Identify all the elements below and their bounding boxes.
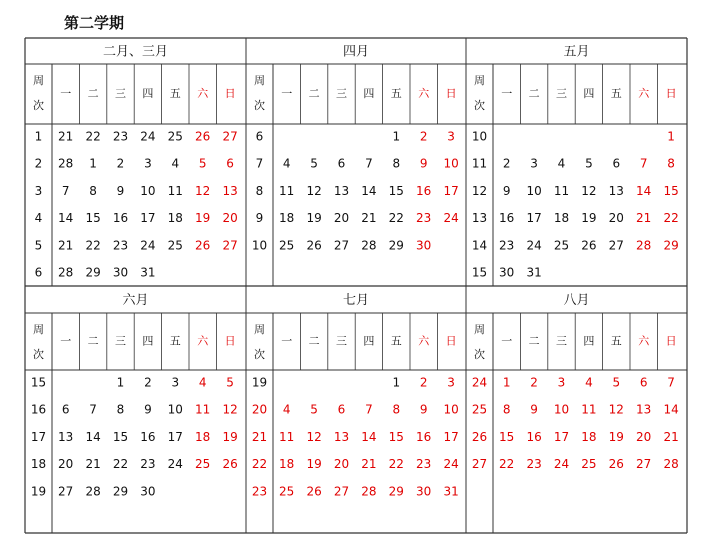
week-label: 周 — [33, 323, 44, 336]
week-number: 26 — [471, 429, 488, 444]
week-label: 周 — [474, 323, 485, 336]
day-cell: 14 — [636, 183, 652, 198]
day-cell: 9 — [502, 183, 511, 198]
day-cell: 18 — [195, 429, 211, 444]
weekday-header: 一 — [281, 87, 293, 100]
day-cell: 19 — [195, 211, 211, 226]
day-cell: 3 — [530, 156, 538, 171]
day-cell: 28 — [361, 484, 377, 499]
day-cell: 4 — [557, 156, 566, 171]
weekday-header: 二 — [87, 334, 99, 348]
day-cell: 18 — [279, 457, 295, 472]
day-cell: 27 — [222, 238, 238, 253]
month-title: 八月 — [563, 293, 590, 308]
day-cell: 15 — [663, 183, 679, 198]
weekday-header: 五 — [390, 87, 402, 100]
weekday-header: 五 — [169, 87, 181, 100]
day-cell: 29 — [112, 484, 129, 499]
day-cell: 28 — [85, 484, 101, 499]
day-cell: 24 — [140, 238, 156, 253]
week-number: 17 — [30, 429, 47, 444]
day-cell: 27 — [58, 484, 74, 499]
day-cell: 23 — [140, 457, 156, 472]
day-cell: 10 — [167, 402, 183, 417]
day-cell: 31 — [140, 265, 156, 280]
week-label: 次 — [254, 348, 265, 361]
weekday-header: 五 — [610, 334, 622, 348]
weekday-header: 五 — [390, 334, 402, 348]
week-label: 次 — [254, 99, 265, 112]
weekday-header: 日 — [445, 87, 457, 100]
week-number: 2 — [34, 156, 43, 171]
week-number: 19 — [251, 375, 268, 390]
day-cell: 11 — [279, 429, 295, 444]
day-cell: 8 — [667, 156, 675, 171]
day-cell: 12 — [581, 183, 597, 198]
week-number: 13 — [471, 211, 488, 226]
day-cell: 3 — [557, 375, 566, 390]
day-cell: 22 — [388, 211, 404, 226]
week-number: 8 — [255, 183, 264, 198]
day-cell: 16 — [112, 211, 129, 226]
day-cell: 23 — [112, 238, 129, 253]
day-cell: 24 — [167, 457, 183, 472]
day-cell: 2 — [419, 129, 428, 144]
day-cell: 30 — [499, 265, 515, 280]
day-cell: 5 — [310, 402, 318, 417]
day-cell: 30 — [416, 484, 432, 499]
day-cell: 8 — [502, 402, 511, 417]
week-number: 10 — [471, 129, 488, 144]
week-number: 11 — [471, 156, 488, 171]
weekday-header: 二 — [528, 87, 540, 100]
week-number: 7 — [255, 156, 264, 171]
day-cell: 18 — [167, 211, 183, 226]
day-cell: 15 — [85, 211, 101, 226]
weekday-header: 日 — [665, 334, 677, 348]
day-cell: 14 — [663, 402, 679, 417]
day-cell: 27 — [333, 484, 350, 499]
day-cell: 8 — [116, 402, 125, 417]
day-cell: 3 — [447, 129, 455, 144]
day-cell: 26 — [306, 484, 322, 499]
weekday-header: 五 — [169, 334, 181, 348]
day-cell: 2 — [144, 375, 152, 390]
day-cell: 14 — [85, 429, 101, 444]
day-cell: 20 — [333, 457, 350, 472]
weekday-header: 六 — [638, 87, 650, 100]
weekday-header: 三 — [556, 87, 567, 100]
day-cell: 23 — [499, 238, 515, 253]
day-cell: 27 — [608, 238, 624, 253]
day-cell: 2 — [116, 156, 125, 171]
day-cell: 18 — [553, 211, 570, 226]
day-cell: 7 — [89, 402, 97, 417]
month-title: 六月 — [122, 293, 149, 308]
weekday-header: 六 — [197, 87, 209, 100]
day-cell: 16 — [416, 429, 432, 444]
week-number: 20 — [251, 402, 268, 417]
day-cell: 29 — [663, 238, 679, 253]
day-cell: 21 — [58, 129, 74, 144]
day-cell: 30 — [416, 238, 432, 253]
weekday-header: 二 — [87, 87, 99, 100]
day-cell: 25 — [167, 129, 183, 144]
day-cell: 28 — [636, 238, 652, 253]
day-cell: 22 — [112, 457, 129, 472]
day-cell: 7 — [61, 183, 70, 198]
weekday-header: 日 — [224, 87, 236, 100]
weekday-header: 一 — [60, 87, 72, 100]
day-cell: 24 — [443, 211, 459, 226]
day-cell: 21 — [85, 457, 101, 472]
weekday-header: 四 — [142, 87, 154, 100]
weekday-header: 三 — [556, 334, 567, 348]
day-cell: 21 — [58, 238, 74, 253]
week-number: 3 — [34, 183, 43, 198]
page-title: 第二学期 — [64, 14, 125, 32]
weekday-header: 四 — [142, 334, 154, 348]
weekday-header: 六 — [418, 334, 430, 348]
day-cell: 10 — [443, 402, 459, 417]
day-cell: 13 — [608, 183, 624, 198]
weekday-header: 日 — [224, 334, 236, 348]
weekday-header: 一 — [281, 334, 293, 348]
week-number: 22 — [251, 457, 268, 472]
day-cell: 10 — [443, 156, 459, 171]
weekday-header: 一 — [501, 334, 513, 348]
day-cell: 4 — [282, 402, 291, 417]
day-cell: 29 — [85, 265, 101, 280]
day-cell: 6 — [337, 156, 346, 171]
day-cell: 20 — [608, 211, 624, 226]
month-title: 七月 — [342, 293, 370, 308]
day-cell: 28 — [58, 265, 74, 280]
day-cell: 22 — [663, 211, 679, 226]
day-cell: 5 — [310, 156, 318, 171]
weekday-header: 日 — [665, 87, 677, 100]
day-cell: 11 — [167, 183, 183, 198]
day-cell: 21 — [663, 429, 679, 444]
day-cell: 4 — [585, 375, 593, 390]
day-cell: 24 — [140, 129, 156, 144]
day-cell: 27 — [636, 457, 652, 472]
day-cell: 24 — [553, 457, 570, 472]
week-number: 4 — [34, 211, 43, 226]
day-cell: 22 — [499, 457, 515, 472]
day-cell: 25 — [553, 238, 570, 253]
day-cell: 13 — [636, 402, 652, 417]
day-cell: 22 — [388, 457, 404, 472]
weekday-header: 五 — [610, 87, 622, 100]
day-cell: 22 — [85, 129, 101, 144]
day-cell: 27 — [333, 238, 350, 253]
day-cell: 3 — [447, 375, 455, 390]
day-cell: 15 — [388, 183, 404, 198]
day-cell: 19 — [306, 211, 322, 226]
day-cell: 5 — [198, 156, 207, 171]
week-label: 次 — [33, 348, 44, 361]
day-cell: 12 — [306, 183, 322, 198]
day-cell: 28 — [361, 238, 377, 253]
day-cell: 14 — [58, 211, 74, 226]
day-cell: 17 — [443, 429, 459, 444]
day-cell: 19 — [608, 429, 624, 444]
day-cell: 10 — [140, 183, 156, 198]
week-number: 23 — [251, 484, 268, 499]
day-cell: 11 — [195, 402, 211, 417]
day-cell: 8 — [392, 402, 401, 417]
day-cell: 11 — [553, 183, 570, 198]
day-cell: 16 — [140, 429, 156, 444]
day-cell: 9 — [419, 156, 428, 171]
day-cell: 19 — [306, 457, 322, 472]
day-cell: 2 — [502, 156, 511, 171]
day-cell: 17 — [140, 211, 156, 226]
weekday-header: 六 — [197, 334, 209, 348]
day-cell: 20 — [636, 429, 652, 444]
weekday-header: 一 — [501, 87, 513, 100]
week-number: 6 — [255, 129, 264, 144]
week-number: 19 — [30, 484, 47, 499]
week-number: 9 — [255, 211, 264, 226]
day-cell: 1 — [667, 129, 675, 144]
day-cell: 23 — [416, 211, 432, 226]
day-cell: 2 — [530, 375, 538, 390]
week-label: 次 — [474, 348, 485, 361]
weekday-header: 四 — [363, 87, 375, 100]
day-cell: 25 — [279, 238, 295, 253]
day-cell: 22 — [85, 238, 101, 253]
day-cell: 20 — [222, 211, 238, 226]
weekday-header: 三 — [336, 87, 347, 100]
day-cell: 26 — [581, 238, 597, 253]
weekday-header: 六 — [638, 334, 650, 348]
day-cell: 1 — [116, 375, 125, 390]
week-number: 21 — [251, 429, 268, 444]
day-cell: 21 — [636, 211, 652, 226]
day-cell: 29 — [388, 238, 404, 253]
day-cell: 13 — [222, 183, 238, 198]
day-cell: 13 — [58, 429, 74, 444]
day-cell: 12 — [608, 402, 624, 417]
month-title: 四月 — [342, 44, 370, 60]
day-cell: 23 — [526, 457, 542, 472]
day-cell: 18 — [279, 211, 295, 226]
weekday-header: 一 — [60, 334, 72, 348]
day-cell: 6 — [639, 375, 648, 390]
day-cell: 23 — [416, 457, 432, 472]
day-cell: 11 — [581, 402, 597, 417]
day-cell: 15 — [499, 429, 515, 444]
week-number: 18 — [30, 457, 47, 472]
day-cell: 16 — [416, 183, 432, 198]
day-cell: 4 — [198, 375, 207, 390]
week-number: 6 — [34, 265, 43, 280]
day-cell: 1 — [89, 156, 97, 171]
weekday-header: 四 — [363, 334, 375, 348]
day-cell: 28 — [58, 156, 74, 171]
week-number: 12 — [471, 183, 488, 198]
week-number: 5 — [34, 238, 43, 253]
day-cell: 9 — [144, 402, 152, 417]
day-cell: 9 — [116, 183, 125, 198]
day-cell: 13 — [333, 429, 350, 444]
day-cell: 10 — [526, 183, 542, 198]
day-cell: 18 — [581, 429, 597, 444]
day-cell: 14 — [361, 183, 377, 198]
week-label: 周 — [33, 74, 44, 87]
day-cell: 6 — [612, 156, 621, 171]
day-cell: 2 — [419, 375, 428, 390]
weekday-header: 二 — [528, 334, 540, 348]
day-cell: 27 — [222, 129, 238, 144]
weekday-header: 三 — [336, 334, 347, 348]
weekday-header: 二 — [308, 87, 320, 100]
month-title: 二月、三月 — [102, 44, 169, 60]
day-cell: 1 — [392, 375, 401, 390]
week-number: 14 — [471, 238, 488, 253]
week-number: 27 — [471, 457, 488, 472]
day-cell: 23 — [112, 129, 129, 144]
day-cell: 28 — [663, 457, 679, 472]
weekday-header: 四 — [583, 87, 595, 100]
day-cell: 19 — [581, 211, 597, 226]
week-label: 次 — [33, 99, 44, 112]
weekday-header: 二 — [308, 334, 320, 348]
day-cell: 9 — [530, 402, 538, 417]
day-cell: 17 — [443, 183, 459, 198]
day-cell: 7 — [667, 375, 675, 390]
weekday-header: 日 — [445, 334, 457, 348]
weekday-header: 六 — [418, 87, 430, 100]
day-cell: 8 — [392, 156, 401, 171]
day-cell: 25 — [581, 457, 597, 472]
day-cell: 1 — [392, 129, 401, 144]
week-number: 16 — [30, 402, 47, 417]
day-cell: 3 — [171, 375, 180, 390]
day-cell: 26 — [195, 129, 211, 144]
day-cell: 12 — [306, 429, 322, 444]
week-label: 周 — [254, 323, 265, 336]
weekday-header: 三 — [115, 334, 126, 348]
day-cell: 21 — [361, 457, 377, 472]
day-cell: 26 — [608, 457, 624, 472]
day-cell: 24 — [526, 238, 542, 253]
day-cell: 7 — [365, 402, 373, 417]
day-cell: 4 — [171, 156, 180, 171]
day-cell: 6 — [61, 402, 70, 417]
day-cell: 30 — [112, 265, 129, 280]
day-cell: 29 — [388, 484, 404, 499]
day-cell: 5 — [612, 375, 621, 390]
week-number: 10 — [251, 238, 268, 253]
day-cell: 21 — [361, 211, 377, 226]
day-cell: 11 — [279, 183, 295, 198]
week-number: 24 — [471, 375, 488, 390]
day-cell: 12 — [222, 402, 238, 417]
week-number: 1 — [34, 129, 43, 144]
day-cell: 25 — [279, 484, 295, 499]
day-cell: 17 — [167, 429, 183, 444]
day-cell: 17 — [526, 211, 542, 226]
week-label: 周 — [474, 74, 485, 87]
weekday-header: 三 — [115, 87, 126, 100]
day-cell: 10 — [553, 402, 570, 417]
day-cell: 4 — [282, 156, 291, 171]
month-title: 五月 — [563, 44, 590, 60]
day-cell: 26 — [195, 238, 211, 253]
day-cell: 25 — [195, 457, 211, 472]
day-cell: 25 — [167, 238, 183, 253]
day-cell: 24 — [443, 457, 459, 472]
week-label: 次 — [474, 99, 485, 112]
day-cell: 7 — [365, 156, 373, 171]
day-cell: 3 — [144, 156, 152, 171]
week-number: 15 — [30, 375, 47, 390]
day-cell: 20 — [333, 211, 350, 226]
day-cell: 16 — [526, 429, 542, 444]
day-cell: 6 — [337, 402, 346, 417]
day-cell: 31 — [443, 484, 459, 499]
day-cell: 6 — [226, 156, 234, 171]
day-cell: 31 — [526, 265, 542, 280]
week-number: 25 — [471, 402, 488, 417]
day-cell: 20 — [58, 457, 74, 472]
week-number: 15 — [471, 265, 488, 280]
day-cell: 5 — [585, 156, 593, 171]
day-cell: 17 — [553, 429, 570, 444]
day-cell: 19 — [222, 429, 238, 444]
day-cell: 1 — [502, 375, 511, 390]
day-cell: 8 — [89, 183, 97, 198]
day-cell: 13 — [333, 183, 350, 198]
day-cell: 26 — [306, 238, 322, 253]
day-cell: 16 — [499, 211, 515, 226]
day-cell: 5 — [226, 375, 234, 390]
day-cell: 9 — [419, 402, 428, 417]
day-cell: 15 — [388, 429, 404, 444]
day-cell: 7 — [639, 156, 648, 171]
weekday-header: 四 — [583, 334, 595, 348]
day-cell: 12 — [195, 183, 211, 198]
week-label: 周 — [254, 74, 265, 87]
day-cell: 14 — [361, 429, 377, 444]
day-cell: 26 — [222, 457, 238, 472]
day-cell: 30 — [140, 484, 156, 499]
day-cell: 15 — [112, 429, 129, 444]
